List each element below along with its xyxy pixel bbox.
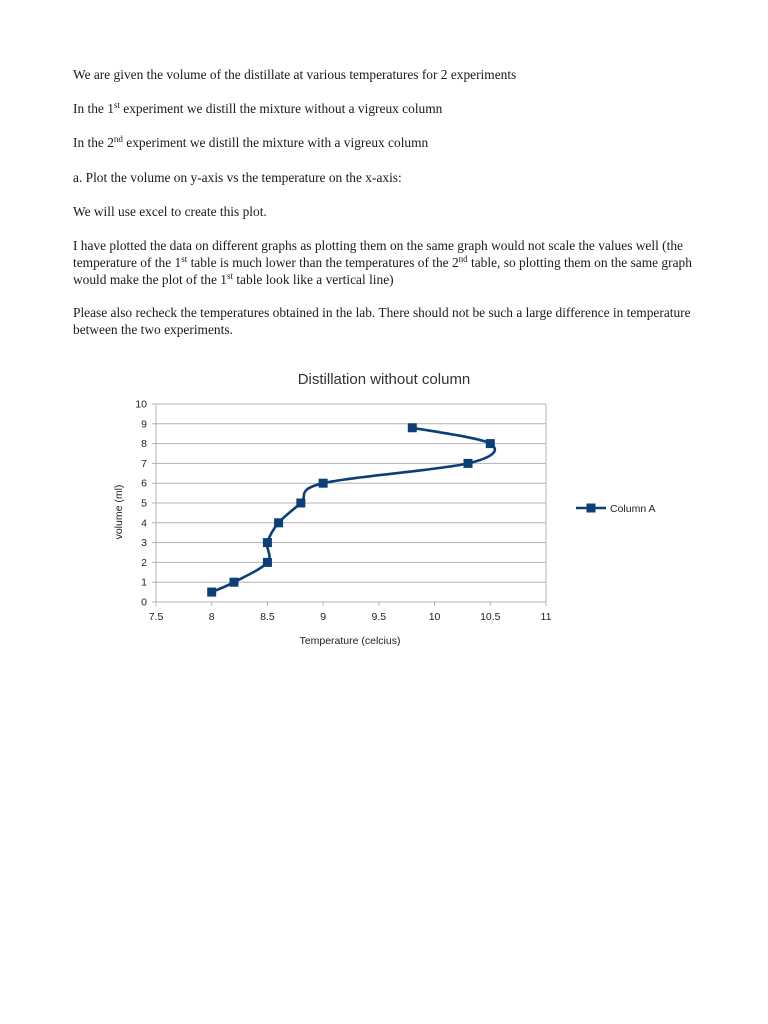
y-tick-label-10: 10 [135, 398, 147, 411]
chart-svg [100, 360, 700, 660]
distillation-chart [100, 360, 700, 660]
legend-label-0: Column A [610, 503, 656, 515]
data-point-6 [319, 479, 328, 488]
paragraph-experiment-2 [73, 134, 428, 151]
paragraph-graph-explanation [73, 237, 703, 288]
paragraph-recheck-note [73, 304, 703, 338]
y-tick-label-9: 9 [141, 418, 147, 431]
x-tick-label-0: 7.5 [148, 611, 164, 623]
superscript-nd: nd [113, 134, 123, 144]
chart-legend [576, 503, 656, 515]
data-point-8 [486, 439, 495, 448]
recheck-note-text: Please also recheck the temperatures obtained in the lab. There should not be such a large difference in temperature between the two experiments. [73, 305, 691, 337]
y-tick-labels [135, 399, 147, 609]
superscript-st-1: st [181, 254, 188, 264]
x-tick-label-2: 8.5 [260, 611, 275, 623]
y-tick-label-2: 2 [141, 556, 147, 569]
y-tick-label-7: 7 [141, 457, 147, 470]
y-tick-label-0: 0 [141, 596, 147, 609]
chart-title: Distillation without column [297, 371, 471, 388]
x-tick-label-5: 10 [428, 611, 441, 623]
x-tick-label-7: 11 [540, 611, 552, 623]
experiment-1-text-end: experiment we distill the mixture without a vigreux column [119, 101, 443, 116]
superscript-nd-2: nd [458, 254, 468, 264]
x-tick-labels [149, 611, 552, 623]
data-point-3 [263, 538, 272, 547]
x-tick-label-4: 9.5 [371, 611, 387, 623]
series-column-a [207, 423, 495, 596]
y-tick-label-4: 4 [141, 517, 147, 530]
superscript-st-3: st [226, 271, 233, 281]
task-a-text: a. Plot the volume on y-axis vs the temperature on the x-axis: [73, 170, 402, 185]
data-point-0 [207, 588, 216, 597]
paragraph-experiment-1 [73, 100, 442, 117]
chart-axes [152, 404, 546, 606]
intro-text: We are given the volume of the distillate at various temperatures for 2 experiments [73, 67, 517, 82]
legend-marker-0 [587, 504, 596, 513]
explanation-text-b: table is much lower than the temperatures of the 2 [187, 255, 459, 270]
superscript-st: st [113, 100, 120, 110]
data-point-9 [408, 423, 417, 432]
experiment-1-text-start: In the 1 [73, 101, 114, 116]
y-tick-label-8: 8 [141, 438, 147, 451]
explanation-text-c: table, so plotting them on the same graph would make the plot of the 1 [73, 255, 692, 287]
y-axis-label: volume (ml) [113, 484, 125, 540]
explanation-text-d: table look like a vertical line) [232, 272, 394, 287]
chart-gridlines [156, 404, 546, 602]
data-point-2 [263, 558, 272, 567]
paragraph-intro [73, 66, 516, 83]
explanation-text-a: I have plotted the data on different graphs as plotting them on the same graph would not scale the values well (the temperature of the 1 [73, 238, 683, 270]
data-point-1 [230, 578, 239, 587]
paragraph-excel-note [73, 203, 267, 220]
data-point-4 [274, 518, 283, 527]
x-axis-label: Temperature (celcius) [299, 635, 401, 647]
series-line-0 [212, 428, 495, 592]
data-point-7 [464, 459, 473, 468]
y-tick-label-5: 5 [141, 497, 147, 510]
y-tick-label-3: 3 [141, 537, 147, 550]
data-point-5 [296, 499, 305, 508]
paragraph-task-a [73, 169, 402, 186]
x-tick-label-6: 10.5 [480, 611, 501, 623]
x-tick-label-3: 9 [320, 611, 327, 623]
y-tick-label-6: 6 [141, 477, 147, 490]
experiment-2-text-end: experiment we distill the mixture with a vigreux column [122, 135, 429, 150]
x-tick-label-1: 8 [208, 611, 215, 623]
experiment-2-text-start: In the 2 [73, 135, 114, 150]
excel-note-text: We will use excel to create this plot. [73, 204, 267, 219]
y-tick-label-1: 1 [141, 576, 147, 589]
